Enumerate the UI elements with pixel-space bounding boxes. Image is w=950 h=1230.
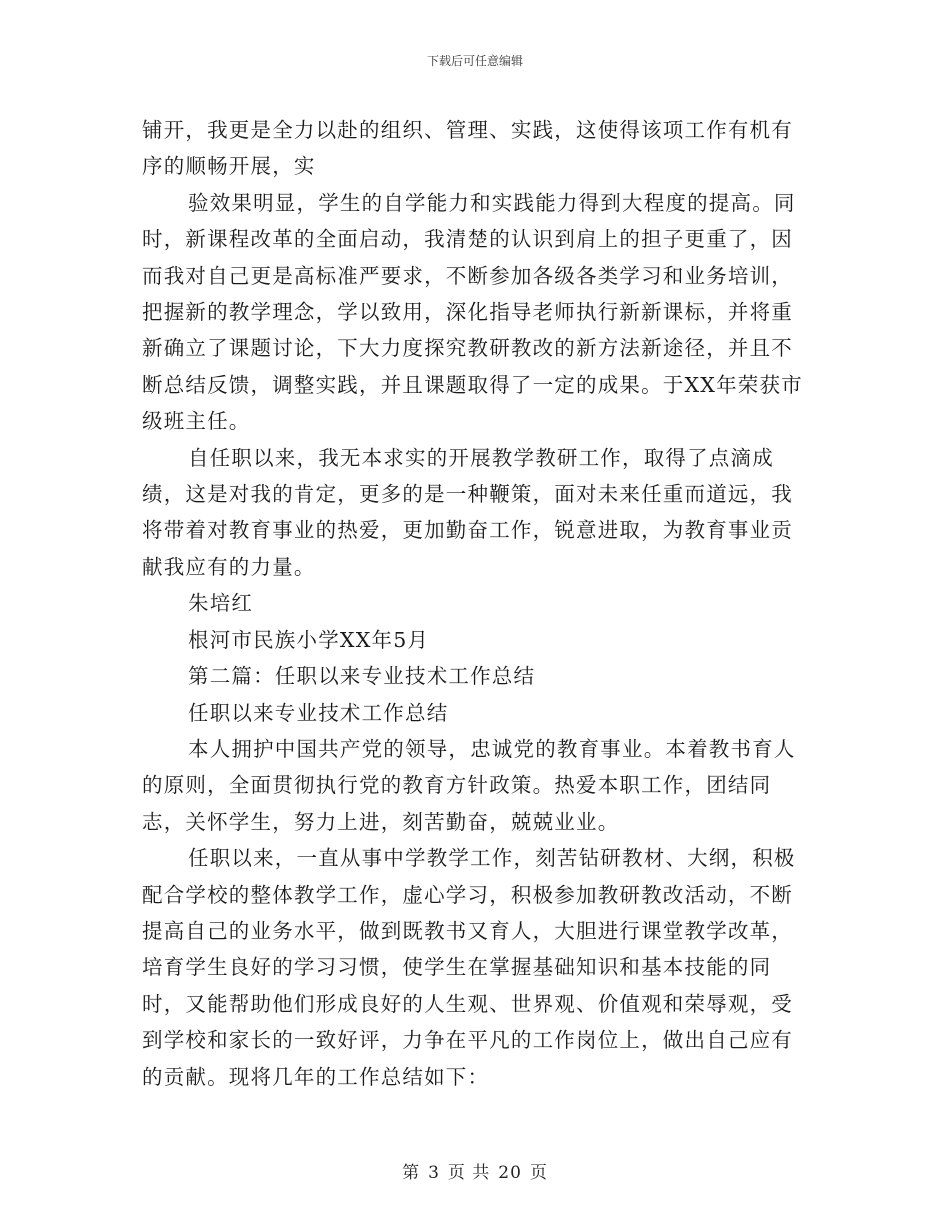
total-pages-number: 20 [498, 1163, 522, 1183]
current-page-number: 3 [428, 1163, 440, 1183]
signature-name: 朱培红 [188, 591, 254, 616]
page-header: 下载后可任意编辑 [426, 54, 523, 68]
footer-suffix: 页 [529, 1163, 548, 1183]
section-heading: 第二篇：任职以来专业技术工作总结 [188, 664, 536, 689]
footer-prefix: 第 [402, 1163, 421, 1183]
footer-middle: 页 共 [447, 1163, 491, 1183]
document-body [142, 112, 812, 1095]
paragraph: 本人拥护中国共产党的领导，忠诚党的教育事业。本着教书育人的原则，全面贯彻执行党的教育方针政策。热爱本职工作，团结同志，关怀学生，努力上进，刻苦勤奋，兢兢业业。 [142, 736, 796, 834]
signature-date: 根河市民族小学XX年5月 [188, 627, 430, 652]
paragraph: 铺开，我更是全力以赴的组织、管理、实践，这使得该项工作有机有序的顺畅开展，实 [142, 118, 793, 179]
paragraph: 自任职以来，我无本求实的开展教学教研工作，取得了点滴成绩，这是对我的肯定，更多的是一种鞭策，面对未来任重而道远，我将带着对教育事业的热爱，更加勤奋工作，锐意进取，为教育事业贡献我应有的力量。 [142, 445, 793, 579]
paragraph: 任职以来，一直从事中学教学工作，刻苦钻研教材、大纲，积极配合学校的整体教学工作，虚心学习，积极参加教研教改活动，不断提高自己的业务水平，做到既教书又育人，大胆进行课堂教学改革，培育学生良好的学习习惯，使学生在掌握基础知识和基本技能的同时，又能帮助他们形成良好的人生观、世界观、价值观和荣辱观，受到学校和家长的一致好评，力争在平凡的工作岗位上，做出自己应有的贡献。现将几年的工作总结如下： [142, 846, 796, 1089]
paragraph: 验效果明显，学生的自学能力和实践能力得到大程度的提高。同时，新课程改革的全面启动，我清楚的认识到肩上的担子更重了，因而我对自己更是高标准严要求，不断参加各级各类学习和业务培训，把握新的教学理念，学以致用，深化指导老师执行新新课标，并将重新确立了课题讨论，下大力度探究教研教改的新方法新途径，并且不断总结反馈，调整实践，并且课题取得了一定的成果。于XX年荣获市级班主任。 [142, 190, 803, 434]
page-footer [0, 1158, 950, 1183]
section-title: 任职以来专业技术工作总结 [188, 700, 449, 725]
